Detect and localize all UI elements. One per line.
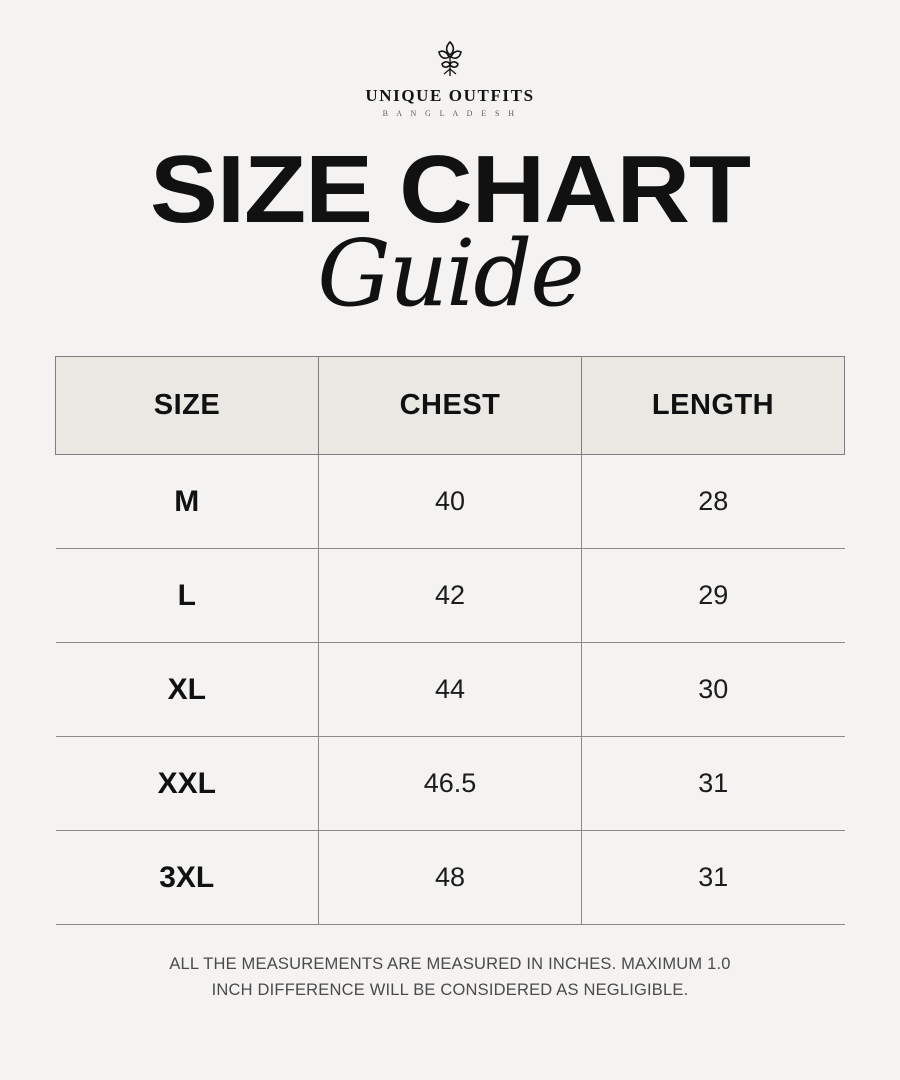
measurement-note-line-1: ALL THE MEASUREMENTS ARE MEASURED IN INCHES. MAXIMUM 1.0 (169, 955, 731, 973)
cell-length: 31 (582, 737, 845, 831)
size-table-head (56, 357, 845, 455)
brand-subtitle: B A N G L A D E S H (382, 109, 518, 118)
table-row (56, 737, 845, 831)
measurement-note-line-2: INCH DIFFERENCE WILL BE CONSIDERED AS NEGLIGIBLE. (211, 981, 689, 999)
size-table-wrap (55, 356, 845, 925)
brand-name: UNIQUE OUTFITS (365, 86, 535, 105)
page-title (130, 136, 770, 330)
cell-size: M (56, 455, 319, 549)
cell-length: 28 (582, 455, 845, 549)
size-table-body (56, 455, 845, 925)
cell-size: XL (56, 643, 319, 737)
table-row (56, 831, 845, 925)
cell-chest: 46.5 (319, 737, 582, 831)
cell-size: 3XL (56, 831, 319, 925)
column-header-length: LENGTH (582, 357, 845, 455)
cell-chest: 48 (319, 831, 582, 925)
cell-length: 30 (582, 643, 845, 737)
column-header-size: SIZE (56, 357, 319, 455)
column-header-chest: CHEST (319, 357, 582, 455)
table-row (56, 549, 845, 643)
cell-length: 31 (582, 831, 845, 925)
cell-chest: 42 (319, 549, 582, 643)
cell-chest: 40 (319, 455, 582, 549)
table-row (56, 455, 845, 549)
brand-block (365, 36, 534, 118)
page-title-script: Guide (317, 220, 583, 327)
cell-size: L (56, 549, 319, 643)
page-title-main: SIZE CHART (150, 136, 750, 243)
size-table (55, 356, 845, 925)
cell-chest: 44 (319, 643, 582, 737)
cell-length: 29 (582, 549, 845, 643)
measurement-note (100, 951, 800, 1003)
table-header-row (56, 357, 845, 455)
table-row (56, 643, 845, 737)
cell-size: XXL (56, 737, 319, 831)
cotton-flower-icon (427, 36, 473, 82)
